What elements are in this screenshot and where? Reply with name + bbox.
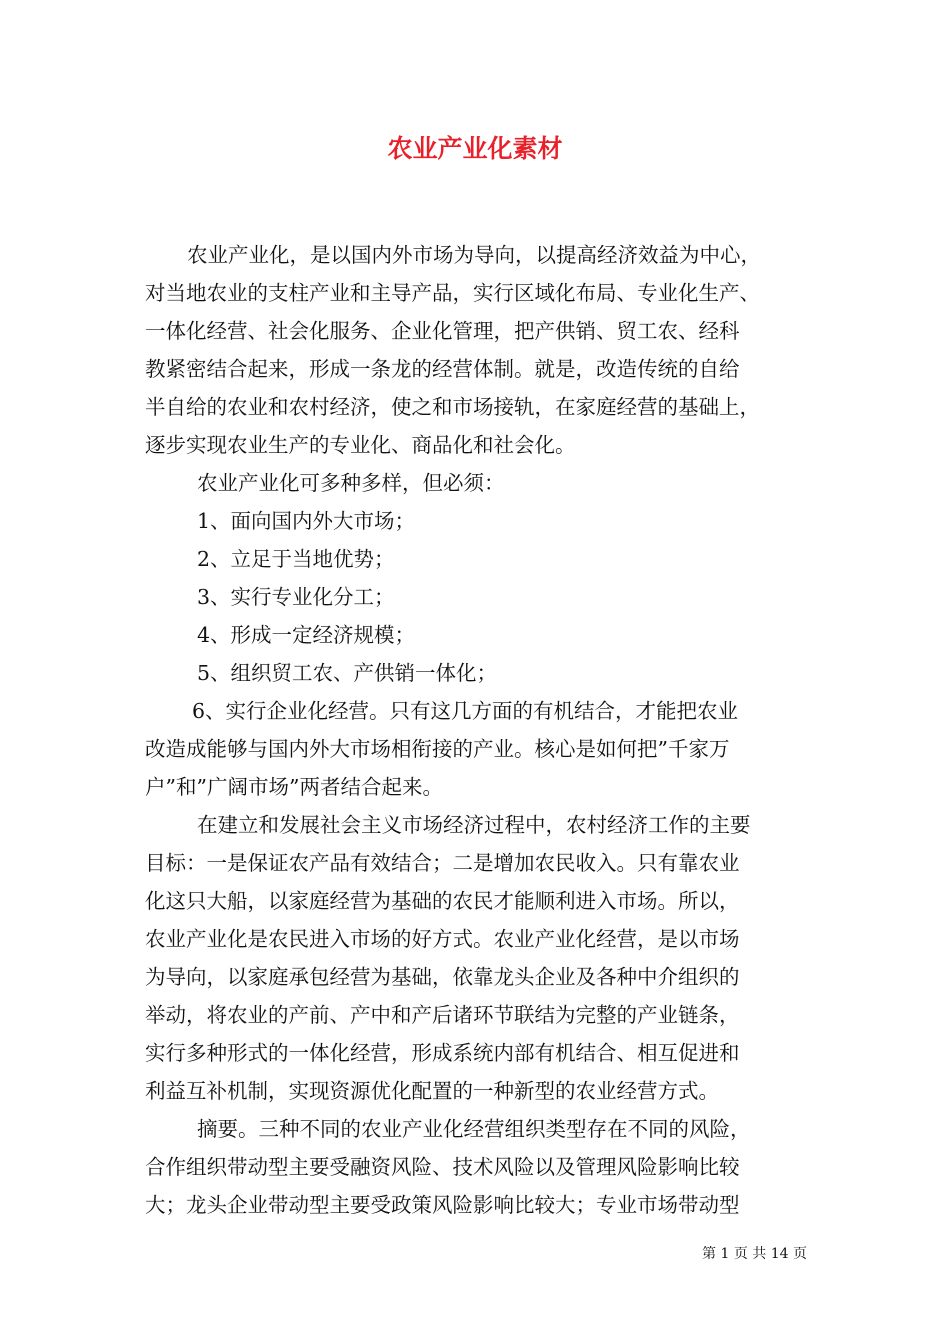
text-line: 逐步实现农业生产的专业化、商品化和社会化。 xyxy=(145,433,576,457)
text-line: 对当地农业的支柱产业和主导产品，实行区域化布局、专业化生产、 xyxy=(145,281,760,305)
text-line: 2、立足于当地优势； xyxy=(197,547,395,571)
text-line: 农业产业化可多种多样，但必须： xyxy=(197,471,505,495)
text-line: 实行多种形式的一体化经营，形成系统内部有机结合、相互促进和 xyxy=(145,1041,740,1065)
text-line: 5、组织贸工农、产供销一体化； xyxy=(197,661,498,685)
text-line: 户”和”广阔市场”两者结合起来。 xyxy=(145,775,443,799)
text-line: 目标：一是保证农产品有效结合；二是增加农民收入。只有靠农业 xyxy=(145,851,740,875)
text-line: 在建立和发展社会主义市场经济过程中，农村经济工作的主要 xyxy=(197,813,751,837)
text-line: 农业产业化，是以国内外市场为导向，以提高经济效益为中心， xyxy=(187,243,761,267)
text-line: 3、实行专业化分工； xyxy=(197,585,395,609)
text-line: 合作组织带动型主要受融资风险、技术风险以及管理风险影响比较 xyxy=(145,1155,740,1179)
document-body xyxy=(145,236,810,1224)
text-line: 利益互补机制，实现资源优化配置的一种新型的农业经营方式。 xyxy=(145,1079,719,1103)
text-line: 摘要。三种不同的农业产业化经营组织类型存在不同的风险， xyxy=(197,1117,751,1141)
text-line: 6、实行企业化经营。只有这几方面的有机结合，才能把农业 xyxy=(192,699,739,723)
text-line: 4、形成一定经济规模； xyxy=(197,623,416,647)
text-line: 大；龙头企业带动型主要受政策风险影响比较大；专业市场带动型 xyxy=(145,1193,740,1217)
text-line: 1、面向国内外大市场； xyxy=(197,509,416,533)
text-line: 农业产业化是农民进入市场的好方式。农业产业化经营，是以市场 xyxy=(145,927,740,951)
text-line: 半自给的农业和农村经济，使之和市场接轨，在家庭经营的基础上， xyxy=(145,395,760,419)
text-line: 教紧密结合起来，形成一条龙的经营体制。就是，改造传统的自给 xyxy=(145,357,740,381)
page-number-footer: 第 1 页 共 14 页 xyxy=(702,1246,807,1262)
page-title: 农业产业化素材 xyxy=(387,134,563,163)
text-line: 举动，将农业的产前、产中和产后诸环节联结为完整的产业链条， xyxy=(145,1003,740,1027)
text-line: 化这只大船，以家庭经营为基础的农民才能顺利进入市场。所以， xyxy=(145,889,740,913)
text-line: 为导向，以家庭承包经营为基础，依靠龙头企业及各种中介组织的 xyxy=(145,965,740,989)
text-line: 改造成能够与国内外大市场相衔接的产业。核心是如何把”千家万 xyxy=(145,737,730,761)
text-line: 一体化经营、社会化服务、企业化管理，把产供销、贸工农、经科 xyxy=(145,319,740,343)
